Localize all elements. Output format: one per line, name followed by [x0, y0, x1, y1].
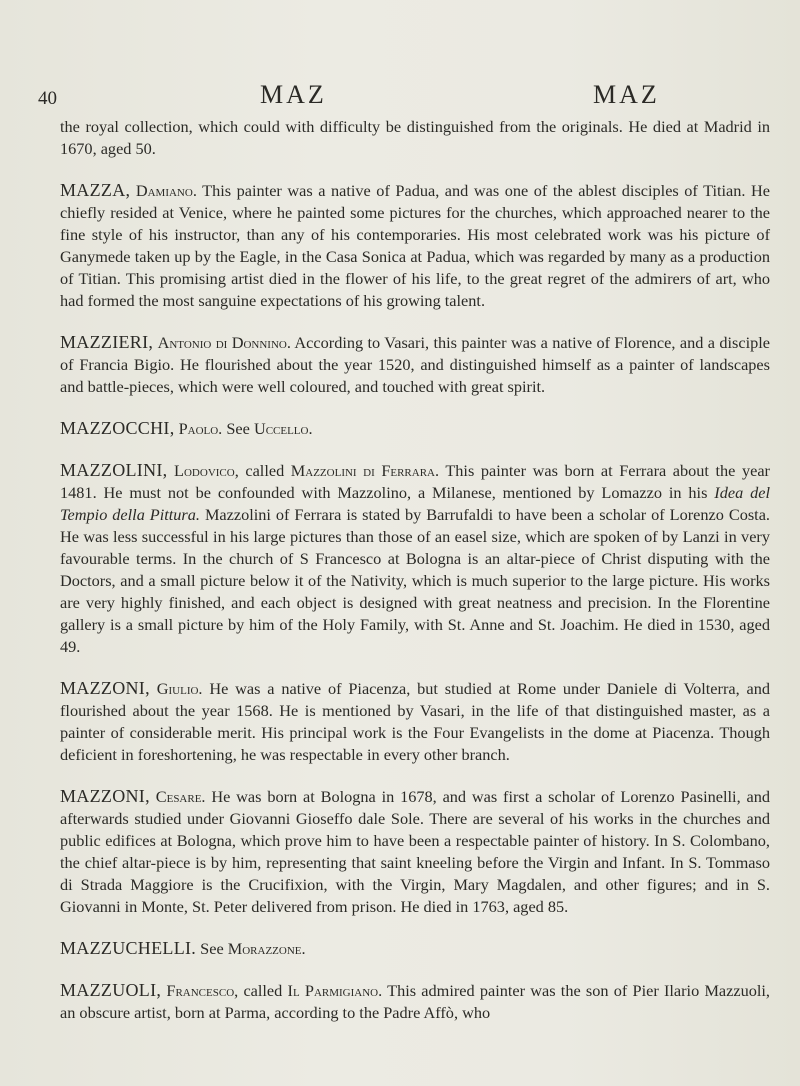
entry-mazzieri — [60, 331, 770, 398]
entry-alias: Mazzolini di Ferrara. — [290, 461, 440, 480]
entry-alias: Il Parmigiano. — [287, 981, 383, 1000]
page-header — [38, 80, 758, 114]
see-label: See — [200, 939, 224, 958]
entry-given-name: Cesare. — [155, 787, 206, 806]
entry-given-name: Antonio di Donnino. — [157, 333, 291, 352]
entry-headword: MAZZONI, — [60, 786, 150, 806]
called-label: called — [243, 981, 283, 1000]
entry-mazzoni-cesare — [60, 785, 770, 918]
entry-mazzuoli — [60, 979, 770, 1024]
continuation-paragraph: the royal collection, which could with difficulty be distinguished from the originals. He died at Madrid in 1670, aged 50. — [60, 117, 770, 158]
running-head-left: MAZ — [260, 80, 327, 109]
entry-body: He was a native of Piacenza, but studied at Rome under Daniele di Volterra, and flourished about the year 1568. He is mentioned by Vasari, in the life of that distinguished master, as a painter of considerable merit. His principal work is the Four Evangelists in the dome at Piacenza. Though deficient in foreshortening, he was respectable in every other branch. — [60, 679, 771, 764]
entry-given-name: Lodovico, — [174, 461, 239, 480]
entry-mazza — [60, 179, 770, 312]
entry-headword: MAZZONI, — [60, 678, 150, 698]
entry-headword: MAZZUCHELLI. — [60, 938, 197, 958]
entry-mazzolini — [60, 459, 770, 658]
dictionary-text — [60, 116, 770, 1043]
entry-headword: MAZZOCCHI, — [60, 418, 175, 438]
entry-given-name: Giulio. — [156, 679, 203, 698]
entry-given-name: Paolo. — [178, 419, 223, 438]
page-number: 40 — [38, 88, 57, 109]
entry-mazzuchelli — [60, 937, 770, 960]
entry-mazzocchi — [60, 417, 770, 440]
entry-body: This painter was a native of Padua, and was one of the ablest disciples of Titian. He chiefly resided at Venice, where he painted some pictures for the churches, which approached nearer to the fine style of his instructor, than any of his contemporaries. His most celebrated work was his picture of Ganymede taken up by the Eagle, in the Casa Sonica at Padua, which was regarded by many as a production of Titian. This promising artist died in the flower of his life, to the great regret of the admirers of art, who had formed the most sanguine expectations of his growing talent. — [60, 181, 770, 310]
entry-body: This admired painter was the son of Pier Ilario Mazzuoli, an obscure artist, born at Parma, according to the Padre Affò, who — [60, 981, 770, 1022]
see-label: See — [226, 419, 250, 438]
running-head-right: MAZ — [593, 80, 660, 109]
entry-body: According to Vasari, this painter was a native of Florence, and a disciple of Francia Bigio. He flourished about the year 1520, and distinguished himself as a painter of landscapes and battle-pieces, which were well coloured, and touched with great spirit. — [60, 333, 770, 396]
entry-headword: MAZZA, — [60, 180, 131, 200]
entry-mazzoni-giulio — [60, 677, 770, 766]
entry-body: This painter was born at Ferrara about the year 1481. He must not be confounded with Mazzolino, a Milanese, mentioned by Lomazzo in his — [60, 461, 770, 502]
entry-body-continued: Mazzolini of Ferrara is stated by Barrufaldi to have been a scholar of Lorenzo Costa. He was less successful in his large pictures than those of an easel size, which are spoken of by Lanzi in very favourable terms. In the church of S Francesco at Bologna is an altar-piece of Christ disputing with the Doctors, and a small picture below it of the Nativity, which is much superior to the large picture. His works are very highly finished, and each object is designed with great neatness and precision. In the Florentine gallery is a small picture by him of the Holy Family, with St. Anne and St. Joachim. He died in 1530, aged 49. — [60, 505, 770, 656]
entry-body: He was born at Bologna in 1678, and was first a scholar of Lorenzo Pasinelli, and afterwards studied under Giovanni Gioseffo dale Sole. There are several of his works in the churches and public edifices at Bologna, which prove him to have been a respectable painter of history. In S. Colombano, the chief altar-piece is by him, representing that saint kneeling before the Virgin and Infant. In S. Tommaso di Strada Maggiore is the Crucifixion, with the Virgin, Mary Magdalen, and other figures; and in S. Giovanni in Monte, St. Peter delivered from prison. He died in 1763, aged 85. — [60, 787, 770, 916]
entry-headword: MAZZIERI, — [60, 332, 154, 352]
cross-reference: Morazzone. — [227, 939, 306, 958]
entry-given-name: Damiano. — [135, 181, 197, 200]
work-title: Idea del Tempio della Pittura. — [60, 483, 770, 524]
entry-headword: MAZZUOLI, — [60, 980, 162, 1000]
cross-reference: Uccello. — [253, 419, 313, 438]
entry-headword: MAZZOLINI, — [60, 460, 168, 480]
entry-given-name: Francesco, — [166, 981, 239, 1000]
called-label: called — [245, 461, 285, 480]
